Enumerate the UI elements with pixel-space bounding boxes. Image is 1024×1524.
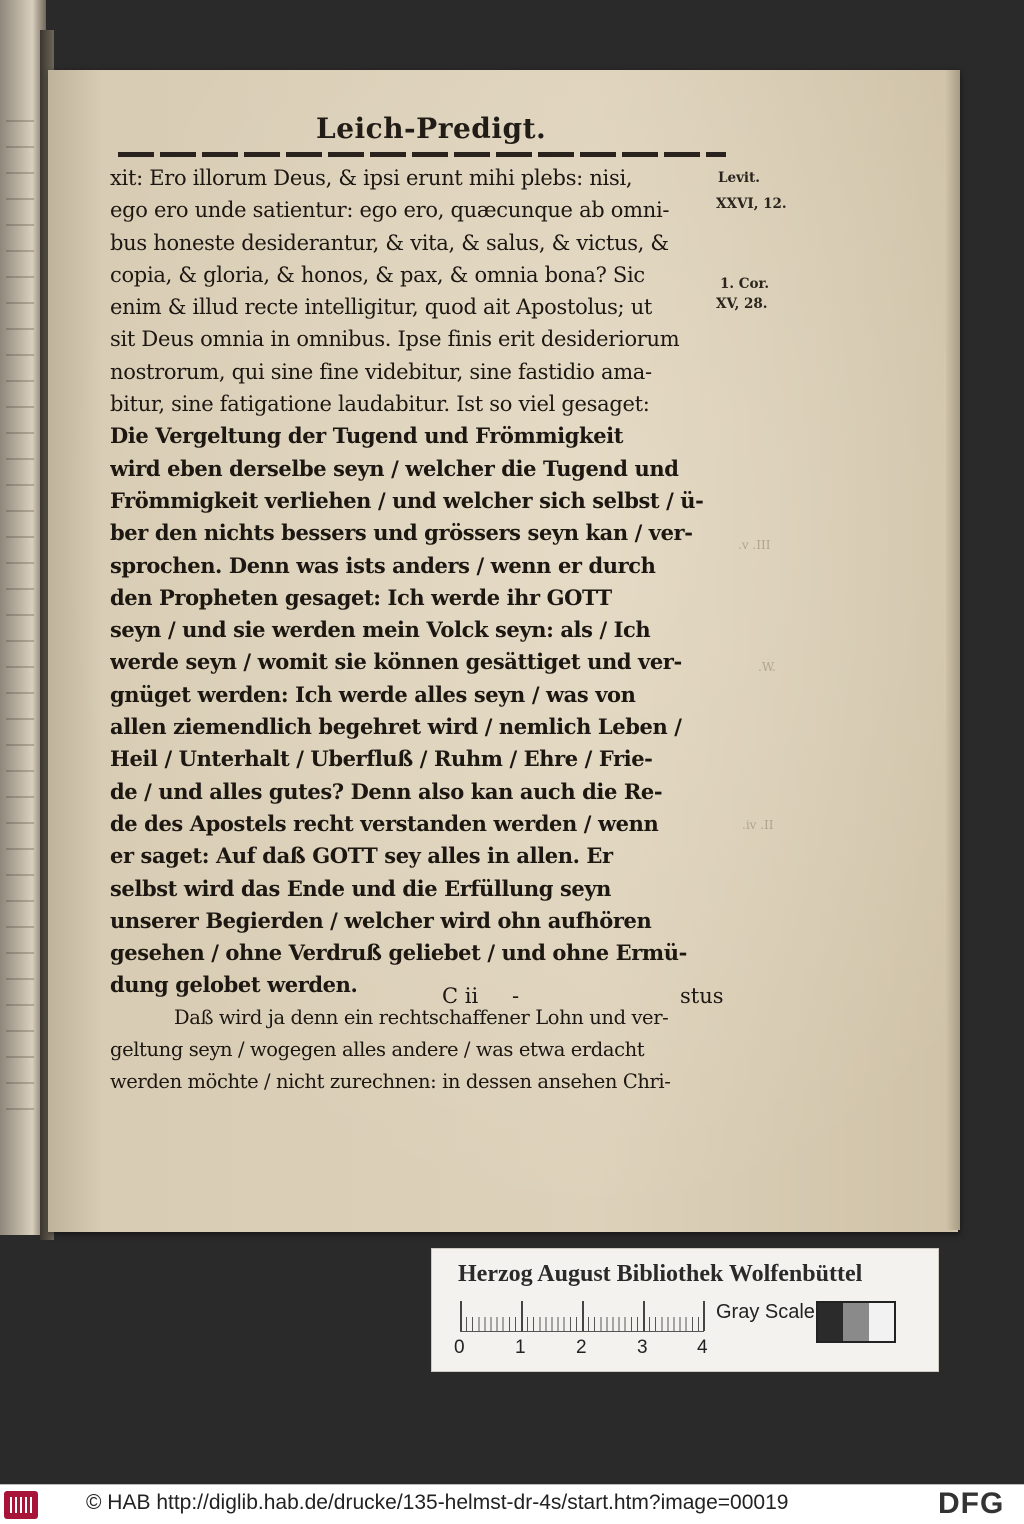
text-line: ber den nichts bessers und grössers seyn kan / ver-	[110, 520, 693, 546]
scale-number: 1	[515, 1337, 526, 1358]
signature-dash: -	[512, 984, 520, 1008]
text-line: selbst wird das Ende und die Erfüllung seyn	[110, 875, 612, 901]
gray-swatch-dark	[818, 1303, 843, 1341]
text-line: ego ero unde satientur: ego ero, quæcunque ab omni-	[110, 198, 670, 223]
scale-number: 2	[576, 1337, 587, 1358]
scale-ruler	[460, 1301, 704, 1332]
text-line: copia, & gloria, & honos, & pax, & omnia bona? Sic	[110, 262, 645, 287]
text-line: seyn / und sie werden mein Volck seyn: als / Ich	[110, 617, 651, 643]
text-line: de des Apostels recht verstanden werden / wenn	[110, 810, 659, 836]
text-line: werde seyn / womit sie können gesättiget und ver-	[110, 649, 682, 675]
scale-number: 0	[454, 1337, 465, 1358]
text-line: gnüget werden: Ich werde alles seyn / was von	[110, 681, 636, 707]
text-line: allen ziemendlich begehret wird / nemlich Leben /	[110, 714, 682, 740]
text-line: Die Vergeltung der Tugend und Frömmigkeit	[110, 423, 624, 449]
running-head: Leich-Predigt.	[316, 112, 547, 145]
show-through-mark: .v .III	[738, 538, 771, 552]
gray-scale-label: Gray Scale	[716, 1301, 815, 1323]
library-scale-label	[432, 1249, 938, 1371]
text-line: unserer Begierden / welcher wird ohn aufhören	[110, 907, 652, 933]
text-line: de / und alles gutes? Denn also kan auch die Re-	[110, 778, 663, 804]
text-line: bitur, sine fatigatione laudabitur. Ist so viel gesaget:	[110, 392, 650, 417]
body-text	[110, 162, 732, 1099]
margin-note-cor-ref: XV, 28.	[716, 296, 768, 312]
text-line: Heil / Unterhalt / Uberfluß / Ruhm / Ehre / Frie-	[110, 746, 653, 772]
gray-swatch-mid	[843, 1303, 868, 1341]
text-line: sit Deus omnia in omnibus. Ipse finis erit desideriorum	[110, 327, 680, 352]
footer-bar	[0, 1484, 1024, 1524]
text-line: xit: Ero illorum Deus, & ipsi erunt mihi plebs: nisi,	[110, 166, 633, 190]
header-rule	[118, 152, 726, 157]
text-line: wird eben derselbe seyn / welcher die Tugend und	[110, 455, 679, 481]
show-through-mark: .W.	[758, 660, 776, 674]
text-line: sprochen. Denn was ists anders / wenn er durch	[110, 552, 656, 578]
text-line: Frömmigkeit verliehen / und welcher sich selbst / ü-	[110, 487, 704, 513]
scale-number: 3	[637, 1337, 648, 1358]
hab-logo-icon	[4, 1491, 38, 1519]
text-line: Daß wird ja denn ein rechtschaffener Lohn und ver-	[174, 1005, 669, 1029]
scale-number: 4	[697, 1337, 708, 1358]
margin-note-levit: Levit.	[718, 170, 760, 186]
text-line: geltung seyn / wogegen alles andere / was etwa erdacht	[110, 1038, 645, 1062]
margin-note-levit-ref: XXVI, 12.	[716, 196, 787, 212]
text-line: werden möchte / nicht zurechnen: in dessen ansehen Chri-	[110, 1070, 671, 1094]
gray-swatches	[816, 1301, 896, 1343]
text-line: gesehen / ohne Verdruß geliebet / und ohne Ermü-	[110, 940, 687, 966]
show-through-mark: .iv .II	[742, 818, 774, 832]
gray-swatch-light	[869, 1303, 894, 1341]
text-line: er saget: Auf daß GOTT sey alles in allen. Er	[110, 843, 613, 869]
margin-note-cor: 1. Cor.	[720, 276, 770, 292]
signature-mark: C ii	[442, 984, 479, 1008]
page-edge	[946, 70, 960, 1230]
text-line: bus honeste desiderantur, & vita, & salus, & victus, &	[110, 230, 669, 255]
catchword: stus	[680, 984, 724, 1008]
dfg-logo: DFG	[938, 1487, 1005, 1520]
scale-numbers	[452, 1337, 722, 1361]
text-line: den Propheten gesaget: Ich werde ihr GOTT	[110, 584, 612, 610]
text-line: nostrorum, qui sine fine videbitur, sine fastidio ama-	[110, 359, 652, 384]
text-line: dung gelobet werden.	[110, 972, 358, 998]
footer-source-url[interactable]: © HAB http://diglib.hab.de/drucke/135-helmst-dr-4s/start.htm?image=00019	[86, 1491, 789, 1514]
library-name: Herzog August Bibliothek Wolfenbüttel	[458, 1261, 863, 1287]
text-line: enim & illud recte intelligitur, quod ait Apostolus; ut	[110, 295, 653, 320]
